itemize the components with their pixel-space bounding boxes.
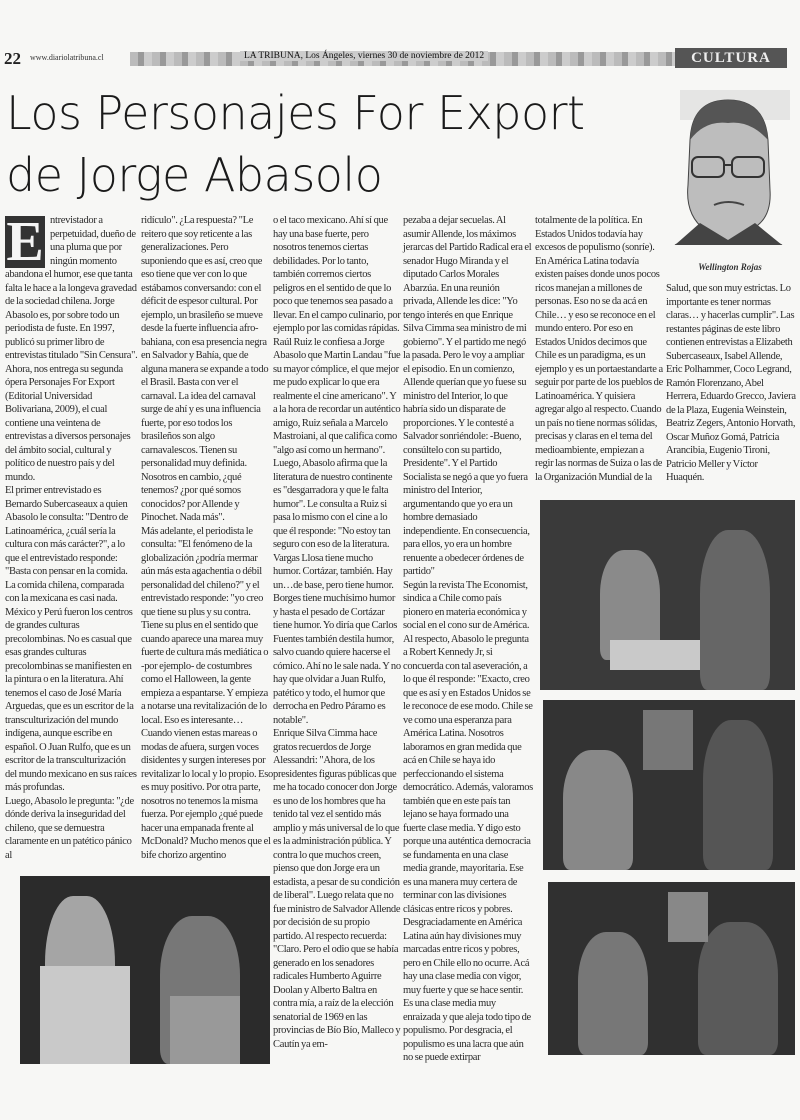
article-title [6,82,585,206]
portrait-caption: Wellington Rojas [698,262,762,272]
paragraph: El primer entrevistado es Bernardo Subercaseaux a quien Abasolo le consulta: "Dentro de Latinoamérica, ¿cuál sería la cultura con más carácter?", a lo que el entrevistado responde: "Basta con pensar en la comida. La comida chilena, comparada con la mexicana es casi nada. México y Perú fueron los centros de grandes culturas precolombinas. No es casual que esas grandes culturas precolombinas se manifiesten en la pintura o en la literatura. Ahí tenemos el caso de José María Arguedas, que es un escritor de la transculturización del mundo indígena, aunque escribe en español. O Juan Rulfo, que es un escritor de la transculturización del mundo mexicano en sus raíces más profundas. [5,485,137,793]
paragraph: Enrique Silva Cimma hace gratos recuerdos de Jorge Alessandri: "Ahora, de los presidentes figuras públicas que me ha tocado conocer don Jorge es uno de los hombres que ha tenido tal vez el sentido más amplio y más universal de lo que es la administración pública. Y contra lo que muchos creen, pienso que don Jorge era un estadista, a pesar de su condición de liberal". Luego relata que no fue ministro de Salvador Allende por decisión de su propio partido. Al respecto recuerda: "Claro. Pero el odio que se había generado en los senadores radicales Humberto Aguirre Doolan y Alberto Baltra en contra mía, a raíz de la elección senatorial de 1969 en las provincias de Bío Bío, Malleco y Cautín ya em- [273,728,401,1050]
article-column-4 [403,214,533,1065]
paragraph: ridículo". ¿La respuesta? "Le reitero que soy reticente a las generalizaciones. Pero suponiendo que es así, creo que eso tiene que ver con lo que estábamos conversando: con el déficit de espesor cultural. Por ejemplo, un brasileño se mueve desde la fuerte influencia afro-bahiana, con esa presencia negra en Salvador y Bahía, que de alguna manera se expande a todo el Brasil. Basta con ver el carnaval. La idea del carnaval surge de ahí y es una influencia fuerte, por eso todos los brasileños son algo carnavalescos. Tienen su personalidad muy definida. Nosotros en cambio, ¿qué tenemos? ¿por qué somos conocidos? por Allende y Pinochet. Nada más". [141,215,269,523]
photo-interview-4 [548,882,795,1055]
page-number: 22 [4,49,21,68]
photo-interview-1 [20,876,270,1064]
paragraph: Raúl Ruiz le confiesa a Jorge Abasolo que Martin Landau "fue su mayor cómplice, el que mejor me pudo explicar lo que era realmente el cine americano". Y a la hora de recordar un auténtico amigo, Ruiz señala a Marcelo Mastroiani, al que califica como "algo así como un hermano". Luego, Abasolo afirma que la literatura de nuestro continente es "desgarradora y que le falta humor". Le consulta a Ruiz si pasa lo mismo con el cine a lo que él responde: "No estoy tan seguro con eso de la literatura. Vargas Llosa tiene mucho humor. Cortázar, también. Hay un…de base, pero tiene humor. Borges tiene muchísimo humor y hasta el pesado de Cortázar tiene humor. Yo diría que Carlos Fuentes también destila humor, salvo cuando quiere hacerse el cómico. Ahí no le sale nada. Y no hay que olvidar a Juan Rulfo, patético y todo, el humor que derrocha en Pedro Páramo es notable". [273,336,401,726]
title-line-2: de Jorge Abasolo [6,148,383,202]
website-url: www.diariolatribuna.cl [30,53,104,62]
article-column-2 [141,214,273,862]
paragraph: totalmente de la política. En Estados Unidos todavía hay excesos de populismo (sonríe). En América Latina todavía existen países donde unos pocos ricos manejan a millones de personas. Eso no se da acá en Chile… y eso se reconoce en el mundo entero. Por eso en Estados Unidos decimos que Chile es un paradigma, es un ejemplo y es un portaestandarte a seguir por parte de los pueblos de Latinoamérica. Y quisiera agregar algo al respecto. Cuando un país no tiene normas sólidas, precisas y claras en el tema del medioambiente, empiezan a regir las normas de Suiza o las de la Organización Mundial de la [535,215,663,483]
title-line-1: Los Personajes For Export [6,86,585,140]
page-header [0,48,800,70]
photo-interview-3 [543,700,795,870]
drop-cap: E [6,211,44,273]
paragraph: Salud, que son muy estrictas. Lo importante es tener normas claras… y hacerlas cumplir". Las restantes páginas de este libro contienen entrevistas a Elizabeth Subercaseaux, Isabel Allende, Eric Polhammer, Coco Legrand, Ramón Florenzano, Abel Herrera, Eduardo Grecco, Javiera de la Plaza, Eugenia Weinstein, Beatriz Zegers, Antonio Horvath, Oscar Muñoz Gomá, Patricia Arancibia, Eugenio Tironi, Patricio Meller y Víctor Huaquén. [666,283,796,483]
article-column-6 [666,282,796,485]
paragraph: o el taco mexicano. Ahí sí que hay una base fuerte, pero nosotros tenemos ciertas debilidades. Por lo tanto, también corremos ciertos peligros en el sentido de que lo poco que tenemos sea pasado a llevar. En el campo culinario, por ejemplo por las comidas rápidas. [273,215,401,334]
article-column-3 [273,214,401,1051]
author-portrait [670,95,785,245]
photo-interview-2 [540,500,795,690]
article-column-1 [5,211,139,862]
paragraph: pezaba a dejar secuelas. Al asumir Allende, los máximos jerarcas del Partido Radical era el senador Hugo Miranda y el diputado Carlos Morales Abarzúa. En una reunión privada, Allende les dice: "Yo tengo interés en que Enrique Silva Cimma sea ministro de mi gobierno". Y el partido me negó la pasada. Pero le voy a ampliar el episodio. En un comienzo, Allende querían que yo fuese su ministro del Interior, lo que habría sido un disparate de proporciones. Y le contesté a Salvador sonriéndole: -Bueno, consúltelo con su partido, Presidente". Y el Partido Socialista se negó a que yo fuera ministro del Interior, argumentando que yo era un hombre demasiado independiente. En consecuencia, para ellos, yo era un hombre renuente a obedecer órdenes de partido" [403,215,532,577]
section-label: CULTURA [675,48,787,68]
dateline: LA TRIBUNA, Los Ángeles, viernes 30 de noviembre de 2012 [240,51,488,61]
paragraph: ntrevistador a perpetuidad, dueño de una pluma que por ningún momento abandona el humor, ese que tanta falta le hace a la longeva gravedad de la sociedad chilena. Jorge Abasolo es, por sobre todo un periodista de fuste. En 1997, publicó su primer libro de entrevistas titulado "Sin Censura". Ahora, nos entrega su segunda ópera Personajes For Export (Editorial Universidad Bolivariana, 2009), el cual contiene una veintena de entrevistas a diversos personajes del ámbito social, cultural y político de nuestro país y del mundo. [5,215,138,483]
paragraph: Luego, Abasolo le pregunta: "¿de dónde deriva la inseguridad del chileno, que se demuestra claramente en un patético pánico al [5,795,134,861]
paragraph: Más adelante, el periodista le consulta: "El fenómeno de la globalización ¿podría mermar aún más esta agachentia o débil personalidad del chileno?" y el entrevistado responde: "yo creo que tiene su plus y su contra. Tiene su plus en el sentido que cuando aparece una marea muy fuerte de cultura más mediática o -por ejemplo- de costumbres como el Halloween, la gente empieza a espantarse. Y empieza a notarse una revitalización de lo local. Eso es interesante… Cuando vienen estas mareas o modas de afuera, surgen voces disidentes y surgen intereses por revitalizar lo local y lo propio. Eso es muy positivo. Por otra parte, nosotros no tenemos la misma fuerza. Por ejemplo ¿qué puede hacer una empanada frente al McDonald? Mucho menos que el bife chorizo argentino [141,525,273,861]
article-column-5 [535,214,663,484]
paragraph: Según la revista The Economist, sindica a Chile como país pionero en materia económica y social en el cono sur de América. Al respecto, Abasolo le pregunta a Robert Kennedy Jr, si concuerda con tal aseveración, a lo que él responde: "Exacto, creo que es así y en Estados Unidos se le reconoce de ese modo. Chile se ve como una esperanza para América Latina. Nosotros laboramos en gran medida que acá en Chile se haya ido perfeccionando el sistema democrático. Además, valoramos también que en este país tan lejano se haya formado una fuerte clase media. Y digo esto porque una auténtica democracia se fundamenta en una clase media grande, mayoritaria. Ese es una manera muy certera de terminar con las divisiones clásicas entre ricos y pobres. Desgraciadamente en América Latina aún hay divisiones muy marcadas entre ricos y pobres, pero en Chile ello no ocurre. Acá hay una clase media con vigor, muy fuerte y que se hace sentir. Es una clase media muy enraizada y que aleja todo tipo de populismo. Por desgracia, el populismo es una lacra que aún no se puede extirpar [403,579,533,1063]
